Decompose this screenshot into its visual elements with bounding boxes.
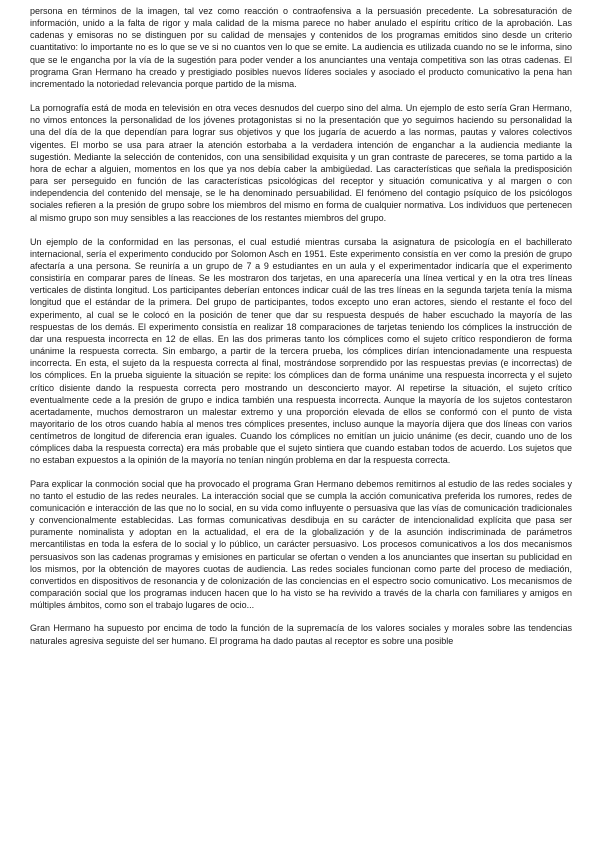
document-page — [30, 5, 572, 647]
paragraph-social-values: Gran Hermano ha supuesto por encima de todo la función de la supremacía de los valores sociales y morales sobre las tendencias naturales agresiva seguiste del ser humano. El programa ha dado pautas al receptor es sobre una posible — [30, 623, 572, 646]
paragraph-persuasion-saturation: persona en términos de la imagen, tal vez como reacción o contraofensiva a la persuasión precedente. La sobresaturación de información, unido a la falta de rigor y mala calidad de la misma parece no haber anulado el espíritu crítico de la aprobación. Las cadenas y emisoras no se distinguen por su calidad de mensajes y contenidos de los programas emitidos sino desde un criterio cuantitativo: lo importante no es lo que se ve si no cuantos ven lo que se emite. La audiencia es utilizada cuando no se le informa, sino que se le engancha por la vía de la sugestión para poder vender a los anunciantes una ventaja competitiva son las otras cadenas. El programa Gran Hermano ha creado y prestigiado posibles nuevos líderes sociales y asociado el producto comunicativo la pena han incrementado la notoriedad relevancia porque partido de la misma. — [30, 6, 572, 89]
paragraph-social-networks: Para explicar la conmoción social que ha provocado el programa Gran Hermano debemos remitirnos al estudio de las redes sociales y no tanto el estudio de las redes neurales. La interacción social que se cumpla la acción comunicativa preferida los rumores, redes de comunicación e interacción de las que no lo social, en su vida como influyente o persuasiva que las vías de comunicación tradicionales y convencionalmente establecidas. Las formas comunicativas desdibuja en su carácter de intencionalidad explícita que pasa ser puramente nominalista y adoptan en la actualidad, el era de la globalización y de la asunción indiscriminada de parámetros mercantilistas en toda la esfera de lo social y lo público, un carácter persuasivo. Los procesos comunicativos a los dos mecanismos persuasivos son las cadenas programas y emisiones en particular se ofertan o venden a los anunciantes que insertan su publicidad en los mismos, por la obtención de mayores cuotas de audiencia. Las redes sociales funcionan como parte del proceso de mediación, convertidos en dispositivos de resonancia y de colonización de las conciencias en el espectro socio comunicativo. Los mecanismos de comparación social que los programas inducen hacen que lo ha visto se ha revivido a través de la charla con familiares y amigos en múltiples ámbitos, como son el trabajo lugares de ocio... — [30, 478, 572, 611]
paragraph-pornography-gran-hermano: La pornografía está de moda en televisión en otra veces desnudos del cuerpo sino del alma. Un ejemplo de esto sería Gran Hermano, no vimos entonces la personalidad de los jóvenes protagonistas si no la presentación que yo seguimos haciendo su personalidad la una del día de la que dependían para lograr sus objetivos y que los jugaría de acuerdo a las normas, pautas y valores colectivos vigentes. El morbo se usa para atraer la atención estorbaba a la verdadera intención de enganchar a la audiencia mediante la sugestión. Mediante la selección de contenidos, con una sensibilidad exquisita y un gran contraste de pareceres, se toma partido a la hora de echar a alguien, momentos en los que ya nos debía caber la ambigüedad. Las características que señala la predisposición para ser perseguido en función de las características psicológicas del receptor y situación comunicativa y al margen o con independencia del contenido del mensaje, se le ha denominado persuabilidad. El fenómeno del contagio psíquico de los psicólogos sociales refieren a la presión de grupo sobre los miembros del mismo en forma de cualquier normativa. Los individuos que pertenecen al mismo grupo son muy sensibles a las reacciones de los restantes miembros del grupo. — [30, 103, 572, 223]
paragraph-asch-experiment: Un ejemplo de la conformidad en las personas, el cual estudié mientras cursaba la asignatura de psicología en el bachillerato internacional, sería el experimento conducido por Solomon Asch en 1951. Este experimento consistía en ver como la presión de grupo afectaría a una persona. Se reuniría a un grupo de 7 a 9 estudiantes en un aula y el experimentador indicaría que el experimento consistiría en comparar pares de líneas. Se les mostraron dos tarjetas, en una aparecería una línea vertical y en la otra tres líneas verticales de distinta longitud. Los participantes deberían entonces indicar cuál de las tres líneas en la segunda tarjeta tenía la misma longitud que el estándar de la primera. Del grupo de participantes, todos excepto uno eran actores, siendo el restante el foco del experimento, al cual se le colocó en la posición de tener que dar su respuesta después de haber escuchado la mayoría de las respuestas de los demás. El experimento consistía en realizar 18 comparaciones de tarjetas teniendo los cómplices la instrucción de dar una respuesta incorrecta en 12 de ellas. En las dos primeras tanto los cómplices como el sujeto crítico respondieron de forma unánime la respuesta correcta. Sin embargo, a partir de la tercera prueba, los cómplices dirían intencionadamente una respuesta incorrecta. En esta, el sujeto da la respuesta correcta al final, mostrándose sorprendido por las respuestas previas (e incorrectas) de los cómplices. En la prueba siguiente la situación se repite: los cómplices dan de forma unánime una respuesta incorrecta y el sujeto crítico disiente dando la respuesta correcta pero mostrando un desconcierto mayor. Al repetirse la situación, el sujeto crítico eventualmente cede a la presión de grupo e indica también una respuesta incorrecta. Aunque la mayoría de los sujetos contestaron acertadamente, muchos demostraron un malestar extremo y una proporción elevada de ellos se conformó con el punto de vista mayoritario de los otros cuando había al menos tres cómplices presentes, incluso aunque la mayoría dijera que dos líneas con varios centímetros de longitud de diferencia eran iguales. Cuando los cómplices no emitían un juicio unánime (es decir, cuando uno de los cómplices daba la respuesta correcta) era más probable que el sujeto sintiera que cuando estaban todos de acuerdo. Los sujetos que no estaban expuestos a la opinión de la mayoría no tenían ningún problema en dar la respuesta correcta. — [30, 236, 572, 466]
